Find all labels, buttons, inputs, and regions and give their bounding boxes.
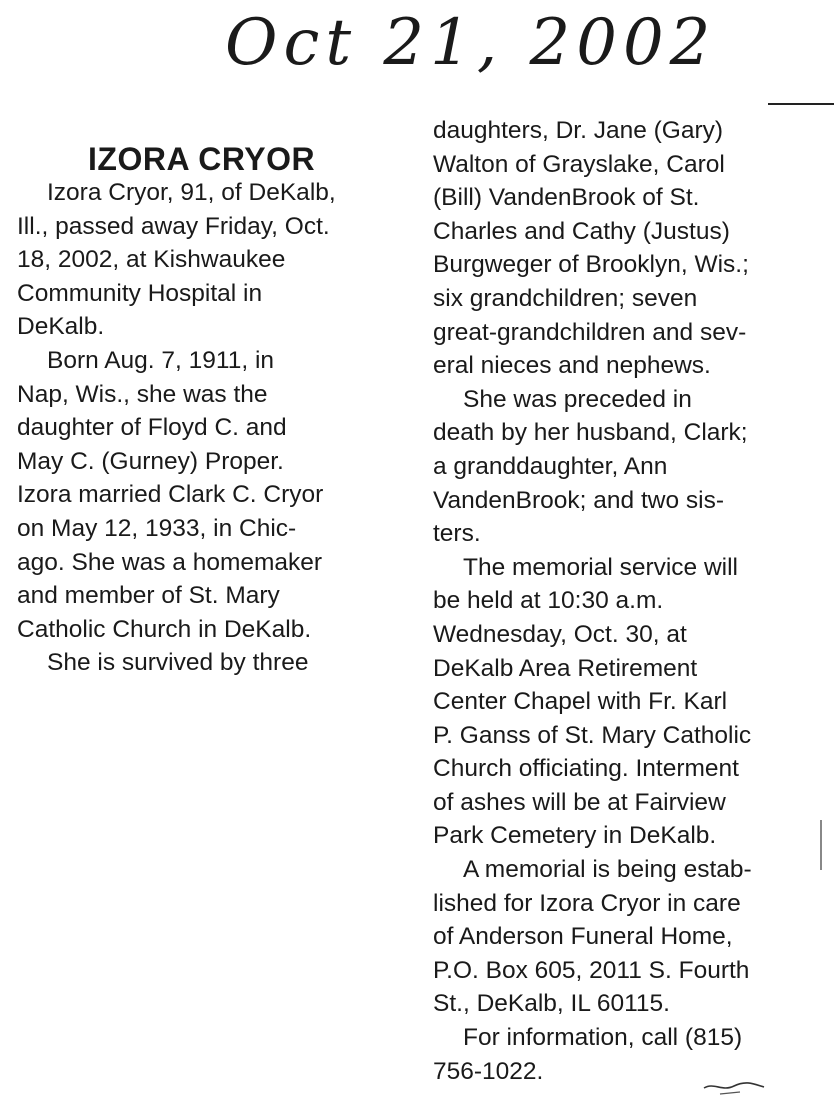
handwritten-date — [215, 2, 715, 80]
right_column-line: Park Cemetery in DeKalb. — [433, 822, 717, 850]
right_column-line: Wednesday, Oct. 30, at — [433, 620, 687, 648]
obituary-left-column — [17, 176, 402, 680]
handwritten-date-text: Oct 21, 2002 — [225, 6, 715, 80]
right_column-line: The memorial service will — [463, 553, 739, 581]
obituary-headline: IZORA CRYOR — [88, 141, 316, 177]
right_column-line: P. Ganss of St. Mary Catholic — [433, 721, 752, 749]
right_column-line: A memorial is being estab- — [463, 856, 752, 884]
right_column-line: a granddaughter, Ann — [433, 452, 668, 480]
left_column-line: Community Hospital in — [17, 279, 263, 307]
handwritten-date-svg — [215, 2, 715, 80]
right_column-line: of ashes will be at Fairview — [433, 788, 726, 816]
right_column-line: Center Chapel with Fr. Karl — [433, 688, 728, 716]
right_column-line: For information, call (815) — [463, 1024, 743, 1052]
left_column-line: on May 12, 1933, in Chic- — [17, 514, 297, 542]
right_column-line: Church officiating. Interment — [433, 755, 739, 783]
left_column-line: Nap, Wis., she was the — [17, 380, 268, 408]
right_column-line: lished for Izora Cryor in care — [433, 889, 741, 917]
right_column-line: St., DeKalb, IL 60115. — [433, 990, 670, 1018]
left_column-line: Izora Cryor, 91, of DeKalb, — [47, 179, 336, 206]
left_column-line: Catholic Church in DeKalb. — [17, 615, 312, 643]
right_column-line: daughters, Dr. Jane (Gary) — [433, 117, 724, 144]
left_column-line: Ill., passed away Friday, Oct. — [17, 212, 330, 240]
right_column-line: DeKalb Area Retirement — [433, 654, 698, 682]
top-right-rule — [768, 103, 834, 105]
left_column-line: DeKalb. — [17, 313, 105, 341]
left_column-line: May C. (Gurney) Proper. — [17, 447, 284, 475]
right_column-line: Walton of Grayslake, Carol — [433, 150, 725, 178]
left_column-line: She is survived by three — [47, 649, 309, 677]
right_column-line: P.O. Box 605, 2011 S. Fourth — [433, 956, 750, 984]
right_column-line: She was preceded in — [463, 385, 692, 413]
obituary-right-column — [433, 114, 813, 1088]
edge-mark — [820, 820, 822, 870]
pen-scribble-mark — [700, 1070, 770, 1100]
right_column-line: Burgweger of Brooklyn, Wis.; — [433, 251, 749, 279]
left_column-line: Born Aug. 7, 1911, in — [47, 346, 275, 374]
right_column-line: eral nieces and nephews. — [433, 352, 711, 380]
right_column-line: Charles and Cathy (Justus) — [433, 217, 730, 245]
right_column-line: of Anderson Funeral Home, — [433, 923, 733, 951]
left_column-line: daughter of Floyd C. and — [17, 414, 287, 442]
right_column-line: (Bill) VandenBrook of St. — [433, 184, 700, 212]
left_column-line: ago. She was a homemaker — [17, 548, 323, 576]
right_column-line: death by her husband, Clark; — [433, 419, 748, 447]
right_column-line: ters. — [433, 520, 481, 548]
right_column-line: 756-1022. — [433, 1057, 544, 1085]
left_column-line: Izora married Clark C. Cryor — [17, 481, 324, 509]
right_column-line: VandenBrook; and two sis- — [433, 486, 724, 514]
left_column-line: 18, 2002, at Kishwaukee — [17, 246, 286, 274]
right_column-line: six grandchildren; seven — [433, 284, 698, 312]
right_column-line: be held at 10:30 a.m. — [433, 587, 664, 615]
left_column-line: and member of St. Mary — [17, 582, 280, 610]
right_column-line: great-grandchildren and sev- — [433, 318, 747, 346]
